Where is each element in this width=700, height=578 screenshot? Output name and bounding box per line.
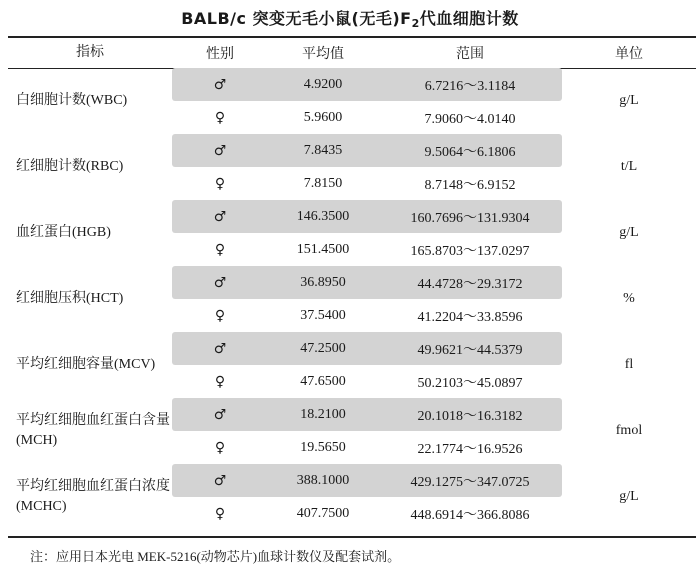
mean-value: 19.5650 [300,439,346,455]
blood-count-table [8,37,696,530]
unit-cell: fl [624,357,634,372]
indicator-cell: 平均红细胞血红蛋白浓度(MCHC) [16,479,170,514]
table-row-male [8,398,696,431]
male-symbol: ♂ [172,68,268,101]
female-symbol: ♀ [214,373,226,390]
range-value: 22.1774～16.9526 [417,441,523,457]
range-value: 7.9060～4.0140 [424,111,516,127]
unit-cell: g/L [619,489,639,504]
female-symbol: ♀ [214,241,226,258]
range-value: 8.7148～6.9152 [424,177,516,193]
bottom-rule [8,536,696,538]
range-value: 44.4728～29.3172 [378,266,562,299]
range-value: 429.1275～347.0725 [378,464,562,497]
indicator-cell: 平均红细胞血红蛋白含量(MCH) [16,413,170,448]
table-row-male [8,332,696,365]
male-symbol: ♂ [172,266,268,299]
mean-value: 47.6500 [300,373,346,389]
female-symbol: ♀ [214,307,226,324]
mean-value: 47.2500 [268,332,378,365]
range-value: 165.8703～137.0297 [410,243,530,259]
mean-value: 4.9200 [268,68,378,101]
range-value: 448.6914～366.8086 [410,507,530,523]
female-symbol: ♀ [214,109,226,126]
indicator-cell: 平均红细胞容量(MCV) [16,357,156,372]
header-unit: 单位 [615,46,643,62]
mean-value: 36.8950 [268,266,378,299]
mean-value: 18.2100 [268,398,378,431]
header-sex: 性别 [206,46,234,62]
mean-value: 388.1000 [268,464,378,497]
range-value: 50.2103～45.0897 [417,375,523,391]
unit-cell: g/L [619,93,639,108]
female-symbol: ♀ [214,175,226,192]
range-value: 20.1018～16.3182 [378,398,562,431]
male-symbol: ♂ [172,200,268,233]
range-value: 41.2204～33.8596 [417,309,523,325]
table-title: BALB/c 突变无毛小鼠(无毛)$F_2$代血细胞计数 [181,9,519,30]
unit-cell: % [623,291,635,306]
header-row [8,37,696,68]
table-row-male [8,134,696,167]
indicator-cell: 红细胞计数(RBC) [16,159,124,174]
table-row-male [8,68,696,101]
range-value: 160.7696～131.9304 [378,200,562,233]
unit-cell: t/L [620,159,638,174]
female-symbol: ♀ [214,439,226,456]
unit-cell: g/L [619,225,639,240]
mean-value: 7.8150 [303,175,343,191]
table-row-male [8,266,696,299]
range-value: 49.9621～44.5379 [378,332,562,365]
male-symbol: ♂ [172,134,268,167]
mean-value: 7.8435 [268,134,378,167]
indicator-cell: 白细胞计数(WBC) [16,93,128,108]
male-symbol: ♂ [172,332,268,365]
indicator-cell: 红细胞压积(HCT) [16,291,124,306]
unit-cell: fmol [615,423,643,438]
mean-value: 146.3500 [268,200,378,233]
mean-value: 5.9600 [303,109,343,125]
header-mean: 平均值 [302,46,344,62]
header-indicator: 指标 [76,44,104,60]
mean-value: 407.7500 [296,505,350,521]
range-value: 9.5064～6.1806 [378,134,562,167]
indicator-cell: 血红蛋白(HGB) [16,225,111,240]
male-symbol: ♂ [172,398,268,431]
header-range: 范围 [456,46,484,62]
mean-value: 151.4500 [296,241,350,257]
female-symbol: ♀ [214,505,226,522]
male-symbol: ♂ [172,464,268,497]
table-row-male [8,464,696,497]
mean-value: 37.5400 [300,307,346,323]
table-row-male [8,200,696,233]
footnote: 注：应用日本光电 MEK-5216(动物芯片)血球计数仪及配套试剂。 [30,549,401,564]
range-value: 6.7216～3.1184 [378,68,562,101]
